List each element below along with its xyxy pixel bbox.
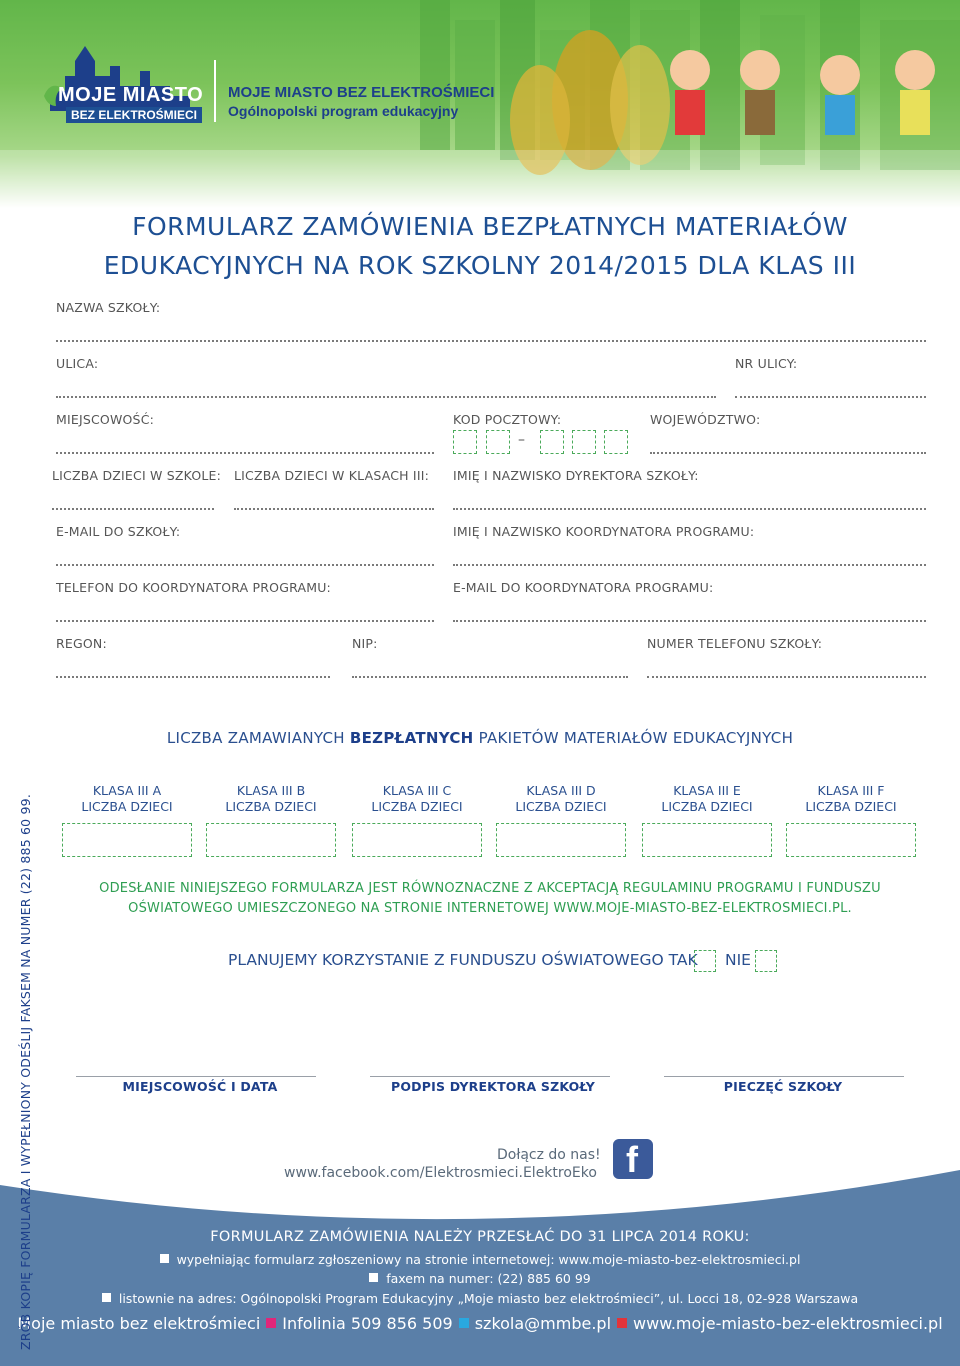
field-wojewodztwo[interactable] xyxy=(650,452,926,454)
class-name: KLASA III F xyxy=(817,783,885,798)
footer-contact-bar xyxy=(0,1314,960,1333)
class-d-header xyxy=(496,783,626,815)
label-nr-ulicy: NR ULICY: xyxy=(735,356,798,371)
bullet-square-icon xyxy=(102,1293,111,1302)
cyan-square-icon xyxy=(459,1318,469,1328)
facebook-icon[interactable] xyxy=(613,1139,653,1179)
class-a-count-input[interactable] xyxy=(62,823,192,857)
class-e-header xyxy=(642,783,772,815)
postal-digit-box[interactable] xyxy=(540,430,564,454)
fund-question: PLANUJEMY KORZYSTANIE Z FUNDUSZU OŚWIATOWEGO TAK xyxy=(228,951,698,969)
program-title: MOJE MIASTO BEZ ELEKTROŚMIECI xyxy=(228,84,495,101)
field-email-szkoly[interactable] xyxy=(56,564,434,566)
side-fax-instruction: ZRÓB KOPIĘ FORMULARZA I WYPEŁNIONY ODEŚLIJ FAKSEM NA NUMER (22) 885 60 99. xyxy=(18,794,33,1350)
field-dyrektor[interactable] xyxy=(453,508,926,510)
label-telefon-szkoly: NUMER TELEFONU SZKOŁY: xyxy=(647,636,823,651)
facebook-icon-glyph: f xyxy=(626,1139,638,1180)
red-square-icon xyxy=(617,1318,627,1328)
fund-yes-checkbox[interactable] xyxy=(694,950,716,972)
class-sub-label: LICZBA DZIECI xyxy=(515,799,607,814)
field-koordynator[interactable] xyxy=(453,564,926,566)
class-name: KLASA III B xyxy=(236,783,306,798)
director-signature-label: PODPIS DYREKTORA SZKOŁY xyxy=(390,1079,596,1094)
facebook-url-link[interactable]: www.facebook.com/Elektrosmieci.ElektroEko xyxy=(284,1165,597,1181)
form-title-line2: EDUKACYJNYCH NA ROK SZKOLNY 2014/2015 DLA KLAS III xyxy=(103,251,857,280)
label-nip: NIP: xyxy=(352,636,378,651)
class-b-count-input[interactable] xyxy=(206,823,336,857)
field-liczba-dzieci-klasy[interactable] xyxy=(234,508,434,510)
footer-option-fax-text: faxem na numer: (22) 885 60 99 xyxy=(386,1271,591,1286)
footer-deadline-title: FORMULARZ ZAMÓWIENIA NALEŻY PRZESŁAĆ DO 31 LIPCA 2014 ROKU: xyxy=(210,1229,750,1245)
terms-notice-line1: ODESŁANIE NINIEJSZEGO FORMULARZA JEST RÓWNOZNACZNE Z AKCEPTACJĄ REGULAMINU PROGRAMU I FUNDUSZU xyxy=(99,881,881,896)
field-nr-ulicy[interactable] xyxy=(735,396,926,398)
label-wojewodztwo: WOJEWÓDZTWO: xyxy=(650,412,761,427)
class-name: KLASA III C xyxy=(382,783,452,798)
label-liczba-dzieci-szkola: LICZBA DZIECI W SZKOLE: xyxy=(52,468,222,483)
footer-option-fax xyxy=(0,1271,960,1286)
class-sub-label: LICZBA DZIECI xyxy=(81,799,173,814)
form-title-line1: FORMULARZ ZAMÓWIENIA BEZPŁATNYCH MATERIAŁÓW xyxy=(132,212,848,241)
logo-line2: BEZ ELEKTROŚMIECI xyxy=(66,107,202,123)
bullet-square-icon xyxy=(369,1273,378,1282)
footer-option-web xyxy=(0,1252,960,1267)
footer-option-mail-text: listownie na adres: Ogólnopolski Program Edukacyjny „Moje miasto bez elektrośmieci”, ul. Locci 18, 02-928 Warszawa xyxy=(118,1291,859,1306)
field-nazwa-szkoly[interactable] xyxy=(56,340,926,342)
class-b-header xyxy=(206,783,336,815)
logo-separator xyxy=(214,60,216,122)
place-date-label: MIEJSCOWOŚĆ I DATA xyxy=(122,1079,278,1094)
class-c-header xyxy=(352,783,482,815)
label-regon: REGON: xyxy=(56,636,107,651)
school-stamp-label: PIECZĘĆ SZKOŁY xyxy=(723,1079,843,1094)
footer-option-web-text: wypełniając formularz zgłoszeniowy na stronie internetowej: www.moje-miasto-bez-elektrosmieci.pl xyxy=(176,1252,801,1267)
postal-digit-box[interactable] xyxy=(604,430,628,454)
order-heading-bold: BEZPŁATNYCH xyxy=(349,729,474,747)
order-heading-pre: LICZBA ZAMAWIANYCH xyxy=(166,729,350,747)
label-email-koordynatora: E-MAIL DO KOORDYNATORA PROGRAMU: xyxy=(453,580,714,595)
program-subtitle: Ogólnopolski program edukacyjny xyxy=(228,103,459,119)
fund-no-checkbox[interactable] xyxy=(755,950,777,972)
bullet-square-icon xyxy=(160,1254,169,1263)
postal-digit-box[interactable] xyxy=(453,430,477,454)
class-sub-label: LICZBA DZIECI xyxy=(371,799,463,814)
class-d-count-input[interactable] xyxy=(496,823,626,857)
class-e-count-input[interactable] xyxy=(642,823,772,857)
label-liczba-dzieci-klasy: LICZBA DZIECI W KLASACH III: xyxy=(234,468,430,483)
class-a-header xyxy=(62,783,192,815)
footer-option-mail xyxy=(0,1291,960,1306)
label-ulica: ULICA: xyxy=(56,356,99,371)
field-telefon-koordynatora[interactable] xyxy=(56,620,434,622)
class-name: KLASA III E xyxy=(673,783,741,798)
footer-brand-name: Moje miasto bez elektrośmieci xyxy=(17,1314,261,1333)
order-heading-post: PAKIETÓW MATERIAŁÓW EDUKACYJNYCH xyxy=(473,729,794,747)
school-stamp-line[interactable] xyxy=(664,1076,904,1077)
field-email-koordynatora[interactable] xyxy=(453,620,926,622)
label-dyrektor: IMIĘ I NAZWISKO DYREKTORA SZKOŁY: xyxy=(453,468,699,483)
label-email-szkoly: E-MAIL DO SZKOŁY: xyxy=(56,524,181,539)
postal-digit-box[interactable] xyxy=(486,430,510,454)
postal-dash: – xyxy=(518,432,525,448)
place-date-line[interactable] xyxy=(76,1076,316,1077)
field-liczba-dzieci-szkola[interactable] xyxy=(52,508,214,510)
class-sub-label: LICZBA DZIECI xyxy=(805,799,897,814)
class-sub-label: LICZBA DZIECI xyxy=(225,799,317,814)
class-f-header xyxy=(786,783,916,815)
director-signature-line[interactable] xyxy=(370,1076,610,1077)
field-regon[interactable] xyxy=(56,676,330,678)
postal-digit-box[interactable] xyxy=(572,430,596,454)
fund-no-label: NIE xyxy=(725,951,751,969)
label-kod-pocztowy: KOD POCZTOWY: xyxy=(453,412,562,427)
pink-square-icon xyxy=(266,1318,276,1328)
class-f-count-input[interactable] xyxy=(786,823,916,857)
logo-line1: MOJE MIASTO xyxy=(58,84,204,106)
field-miejscowosc[interactable] xyxy=(56,452,434,454)
field-telefon-szkoly[interactable] xyxy=(647,676,926,678)
footer-email-link[interactable]: szkola@mmbe.pl xyxy=(474,1314,612,1333)
header-banner xyxy=(0,0,960,208)
terms-notice-line2: OŚWIATOWEGO UMIESZCZONEGO NA STRONIE INTERNETOWEJ WWW.MOJE-MIASTO-BEZ-ELEKTROSMIECI.PL. xyxy=(128,901,852,916)
class-name: KLASA III D xyxy=(526,783,596,798)
terms-notice xyxy=(60,879,920,919)
field-ulica[interactable] xyxy=(56,396,716,398)
label-miejscowosc: MIEJSCOWOŚĆ: xyxy=(56,412,155,427)
field-nip[interactable] xyxy=(352,676,628,678)
facebook-join-text: Dołącz do nas! xyxy=(497,1147,601,1163)
class-c-count-input[interactable] xyxy=(352,823,482,857)
order-heading xyxy=(0,729,960,747)
footer-website-link[interactable]: www.moje-miasto-bez-elektrosmieci.pl xyxy=(633,1314,943,1333)
label-koordynator: IMIĘ I NAZWISKO KOORDYNATORA PROGRAMU: xyxy=(453,524,755,539)
label-nazwa-szkoly: NAZWA SZKOŁY: xyxy=(56,300,161,315)
footer-hotline: Infolinia 509 856 509 xyxy=(282,1314,453,1333)
class-sub-label: LICZBA DZIECI xyxy=(661,799,753,814)
class-name: KLASA III A xyxy=(92,783,162,798)
label-telefon-koordynatora: TELEFON DO KOORDYNATORA PROGRAMU: xyxy=(56,580,331,595)
